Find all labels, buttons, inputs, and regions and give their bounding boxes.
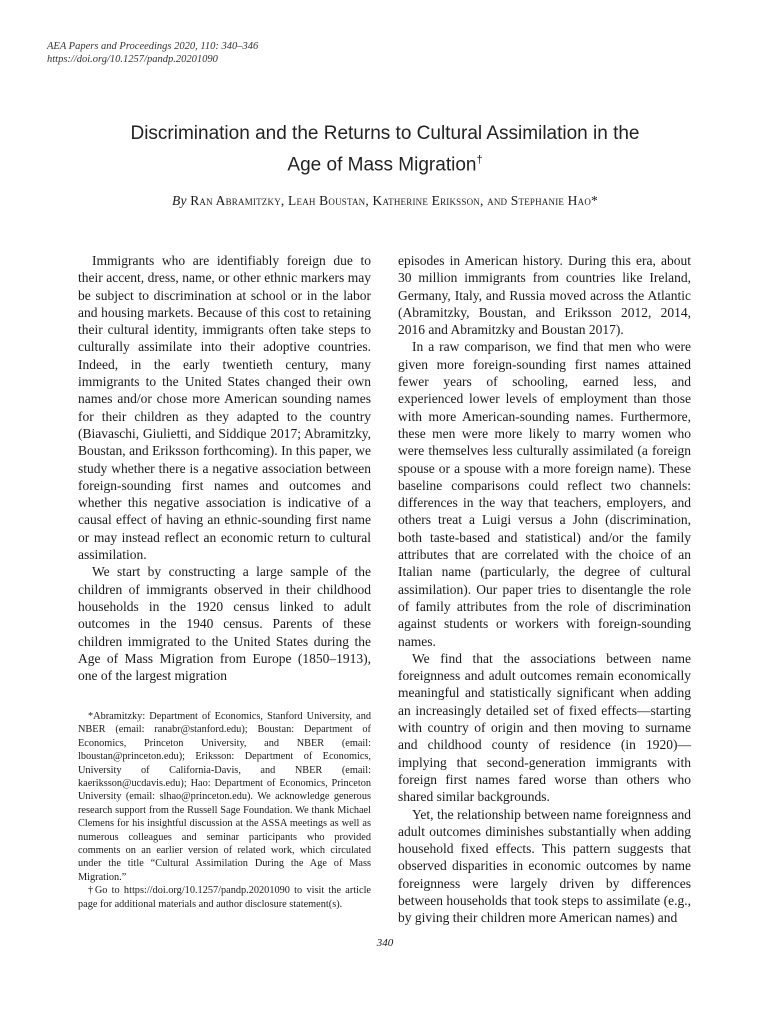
right-paragraph-1: episodes in American history. During this era, about 30 million immigrants from countries like Ireland, Germany, Italy, and Russia moved across the Atlantic (Abramitzky, Boustan, and Eriksson 2012, 2014, 2016 and Abramitzky and Boustan 2017).	[398, 253, 691, 338]
title-line-2-text: Age of Mass Migration	[287, 154, 477, 176]
left-paragraph-1: Immigrants who are identifiably foreign due to their accent, dress, name, or other ethnic markers may be subject to discrimination at school or in the labor and housing markets. Because of this cost to retaining their cultural identity, immigrants often take steps to culturally assimilate into their adoptive countries. Indeed, in the early twentieth century, many immigrants to the United States changed their own names and/or chose more American sounding names for their children as they adapted to the country (Biavaschi, Giulietti, and Siddique 2017; Abramitzky, Boustan, and Eriksson forthcoming). In this paper, we study whether there is a negative association between foreign-sounding first names and outcomes and whether this negative association is indicative of a causal effect of having an ethnic-sounding first name or may instead reflect an economic return to cultural assimilation.	[78, 253, 371, 563]
title-line-1: Discrimination and the Returns to Cultural Assimilation in the	[130, 123, 640, 144]
right-paragraph-4: Yet, the relationship between name foreignness and adult outcomes diminishes substantially when adding household fixed effects. This pattern suggests that observed disparities in economic outcomes by name foreignness were largely driven by differences between households that took steps to assimilate (e.g., by giving their children more American names) and	[398, 806, 691, 926]
left-column	[78, 252, 371, 684]
right-paragraph-3: We find that the associations between name foreignness and adult outcomes remain economically meaningful and statistically significant when adding an increasingly detailed set of fixed effects—starting with country of origin and then moving to surname and childhood county of residence (in 1920)—implying that second-generation immigrants with foreign first names fared worse than others who shared similar backgrounds.	[398, 650, 691, 805]
title-footnote-mark[interactable]: †	[476, 154, 483, 166]
citation-line: AEA Papers and Proceedings 2020, 110: 340–346	[47, 41, 259, 52]
footnotes	[78, 710, 371, 911]
doi-line[interactable]: https://doi.org/10.1257/pandp.20201090	[47, 54, 218, 65]
page-number: 340	[376, 937, 394, 949]
right-column	[398, 252, 691, 927]
journal-header	[47, 40, 258, 66]
by-label: By	[172, 193, 187, 208]
title-line-2	[60, 147, 710, 178]
author-names: Ran Abramitzky, Leah Boustan, Katherine Eriksson, and Stephanie Hao*	[190, 193, 598, 208]
article-footnote: †Go to https://doi.org/10.1257/pandp.20201090 to visit the article page for additional materials and author disclosure statement(s).	[78, 885, 371, 910]
left-paragraph-2: We start by constructing a large sample of the children of immigrants observed in their childhood households in the 1920 census linked to adult outcomes in the 1940 census. Parents of these children immigrated to the United States during the Age of Mass Migration from Europe (1850–1913), one of the largest migration	[78, 564, 371, 684]
author-line	[40, 193, 730, 209]
author-footnote: *Abramitzky: Department of Economics, Stanford University, and NBER (email: ranabr@stanford.edu); Boustan: Department of Economics, Princeton University, and NBER (email: lboustan@princeton.edu); Eriksson: Department of Economics, University of California-Davis, and NBER (email: kaeriksson@ucdavis.edu); Hao: Department of Economics, Princeton University (email: slhao@princeton.edu). We acknowledge generous research support from the Russell Sage Foundation. We thank Michael Clemens for his insightful discussion at the ASSA meetings as well as numerous colleagues and seminar participants who provided comments on an earlier version of related work, which circulated under the title “Cultural Assimilation During the Age of Mass Migration.”	[78, 711, 371, 883]
article-title	[60, 121, 710, 178]
right-paragraph-2: In a raw comparison, we find that men who were given more foreign-sounding first names attained fewer years of schooling, earned less, and experienced lower levels of employment than those with more American-sounding names. Furthermore, these men were more likely to marry women who were themselves less culturally assimilated (a foreign spouse or a spouse with a more foreign name). These baseline comparisons could reflect two channels: differences in the way that teachers, employers, and others treat a Luigi versus a John (discrimination, both taste-based and statistical) and/or the family attributes that are correlated with the choice of an Italian name (particularly, the degree of cultural assimilation). Our paper tries to disentangle the role of family attributes from the role of discrimination against students or workers with foreign-sounding names.	[398, 339, 691, 649]
